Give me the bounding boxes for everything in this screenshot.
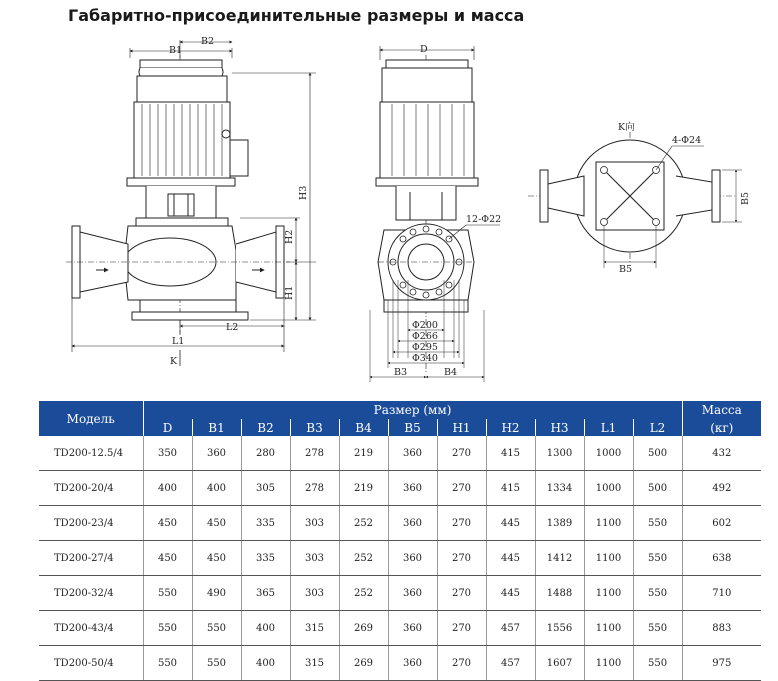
value-cell: 360 (388, 471, 437, 506)
label-h3: H3 (298, 185, 309, 200)
value-cell: 303 (290, 576, 339, 611)
table-row (39, 436, 761, 471)
label-phi266: Φ266 (412, 331, 438, 342)
column-header: H2 (486, 419, 535, 436)
value-cell: 457 (486, 611, 535, 646)
value-cell: 1100 (584, 611, 633, 646)
value-cell: 1000 (584, 436, 633, 471)
value-cell: 360 (388, 506, 437, 541)
pump-front-view (370, 44, 501, 382)
value-cell: 1300 (535, 436, 584, 471)
table-row (39, 646, 761, 681)
value-cell: 1556 (535, 611, 584, 646)
mass-cell: 710 (682, 576, 761, 611)
table-row (39, 471, 761, 506)
mass-cell: 492 (682, 471, 761, 506)
value-cell: 303 (290, 541, 339, 576)
column-header: B4 (339, 419, 388, 436)
label-d: D (420, 44, 428, 55)
dimension-drawing (0, 30, 778, 390)
column-header: H3 (535, 419, 584, 436)
model-cell: TD200-12.5/4 (39, 436, 143, 471)
model-header: Модель (39, 401, 143, 436)
value-cell: 1100 (584, 506, 633, 541)
value-cell: 550 (633, 506, 682, 541)
table-row (39, 541, 761, 576)
model-cell: TD200-27/4 (39, 541, 143, 576)
value-cell: 1412 (535, 541, 584, 576)
value-cell: 280 (241, 436, 290, 471)
label-kview: K向 (618, 122, 635, 133)
value-cell: 365 (241, 576, 290, 611)
value-cell: 550 (633, 646, 682, 681)
model-cell: TD200-50/4 (39, 646, 143, 681)
value-cell: 350 (143, 436, 192, 471)
value-cell: 270 (437, 506, 486, 541)
table-row (39, 611, 761, 646)
value-cell: 457 (486, 646, 535, 681)
value-cell: 415 (486, 436, 535, 471)
label-l1: L1 (172, 336, 185, 347)
dimensions-table (39, 401, 761, 681)
value-cell: 252 (339, 576, 388, 611)
value-cell: 219 (339, 471, 388, 506)
value-cell: 269 (339, 611, 388, 646)
value-cell: 270 (437, 471, 486, 506)
value-cell: 315 (290, 646, 339, 681)
mass-unit-header: (кг) (682, 419, 761, 436)
column-header: H1 (437, 419, 486, 436)
value-cell: 360 (388, 576, 437, 611)
value-cell: 335 (241, 506, 290, 541)
value-cell: 278 (290, 471, 339, 506)
label-b5-horizontal: B5 (619, 264, 633, 275)
value-cell: 1100 (584, 576, 633, 611)
label-phi295: Φ295 (412, 342, 438, 353)
label-bolts4: 4-Φ24 (672, 135, 702, 146)
value-cell: 1000 (584, 471, 633, 506)
label-b5-vertical: B5 (740, 191, 751, 205)
value-cell: 500 (633, 471, 682, 506)
value-cell: 360 (192, 436, 241, 471)
value-cell: 550 (633, 541, 682, 576)
value-cell: 500 (633, 436, 682, 471)
value-cell: 270 (437, 541, 486, 576)
mass-cell: 638 (682, 541, 761, 576)
value-cell: 400 (143, 471, 192, 506)
model-cell: TD200-23/4 (39, 506, 143, 541)
table-row (39, 576, 761, 611)
value-cell: 550 (633, 611, 682, 646)
value-cell: 360 (388, 436, 437, 471)
value-cell: 1607 (535, 646, 584, 681)
label-phi200: Φ200 (412, 320, 438, 331)
model-cell: TD200-32/4 (39, 576, 143, 611)
value-cell: 360 (388, 541, 437, 576)
value-cell: 315 (290, 611, 339, 646)
value-cell: 550 (143, 576, 192, 611)
column-header-row (39, 419, 761, 436)
value-cell: 303 (290, 506, 339, 541)
label-bolts12: 12-Φ22 (466, 214, 502, 225)
value-cell: 445 (486, 506, 535, 541)
mass-cell: 883 (682, 611, 761, 646)
column-header: L1 (584, 419, 633, 436)
value-cell: 252 (339, 541, 388, 576)
value-cell: 490 (192, 576, 241, 611)
label-b2: B2 (201, 36, 215, 47)
value-cell: 1334 (535, 471, 584, 506)
mass-cell: 432 (682, 436, 761, 471)
value-cell: 269 (339, 646, 388, 681)
column-header: B2 (241, 419, 290, 436)
value-cell: 219 (339, 436, 388, 471)
mass-cell: 602 (682, 506, 761, 541)
value-cell: 450 (192, 541, 241, 576)
value-cell: 445 (486, 541, 535, 576)
label-b3: B3 (394, 367, 408, 378)
value-cell: 1100 (584, 646, 633, 681)
pump-k-view (528, 121, 751, 275)
label-phi340: Φ340 (412, 353, 438, 364)
value-cell: 305 (241, 471, 290, 506)
model-cell: TD200-43/4 (39, 611, 143, 646)
value-cell: 450 (143, 506, 192, 541)
value-cell: 400 (192, 471, 241, 506)
label-b4: B4 (444, 367, 458, 378)
label-k: K (170, 356, 178, 367)
table-body (39, 436, 761, 681)
column-header: B5 (388, 419, 437, 436)
label-h2: H2 (284, 229, 295, 244)
value-cell: 450 (192, 506, 241, 541)
column-header: L2 (633, 419, 682, 436)
label-l2: L2 (226, 322, 239, 333)
model-cell: TD200-20/4 (39, 471, 143, 506)
value-cell: 270 (437, 576, 486, 611)
value-cell: 270 (437, 646, 486, 681)
column-header: D (143, 419, 192, 436)
size-header: Размер (мм) (143, 401, 682, 419)
column-header: B3 (290, 419, 339, 436)
label-b1: B1 (169, 45, 183, 56)
value-cell: 550 (633, 576, 682, 611)
value-cell: 450 (143, 541, 192, 576)
value-cell: 550 (192, 646, 241, 681)
column-header: B1 (192, 419, 241, 436)
value-cell: 415 (486, 471, 535, 506)
value-cell: 360 (388, 611, 437, 646)
value-cell: 445 (486, 576, 535, 611)
value-cell: 550 (143, 611, 192, 646)
value-cell: 1389 (535, 506, 584, 541)
table-row (39, 506, 761, 541)
value-cell: 270 (437, 436, 486, 471)
value-cell: 400 (241, 611, 290, 646)
value-cell: 270 (437, 611, 486, 646)
mass-cell: 975 (682, 646, 761, 681)
pump-side-view (66, 36, 316, 367)
page-title: Габаритно-присоединительные размеры и масса (68, 6, 525, 25)
value-cell: 360 (388, 646, 437, 681)
value-cell: 335 (241, 541, 290, 576)
value-cell: 550 (192, 611, 241, 646)
mass-header: Масса (682, 401, 761, 419)
label-h1: H1 (284, 285, 295, 300)
value-cell: 1488 (535, 576, 584, 611)
value-cell: 400 (241, 646, 290, 681)
value-cell: 252 (339, 506, 388, 541)
value-cell: 550 (143, 646, 192, 681)
value-cell: 278 (290, 436, 339, 471)
value-cell: 1100 (584, 541, 633, 576)
